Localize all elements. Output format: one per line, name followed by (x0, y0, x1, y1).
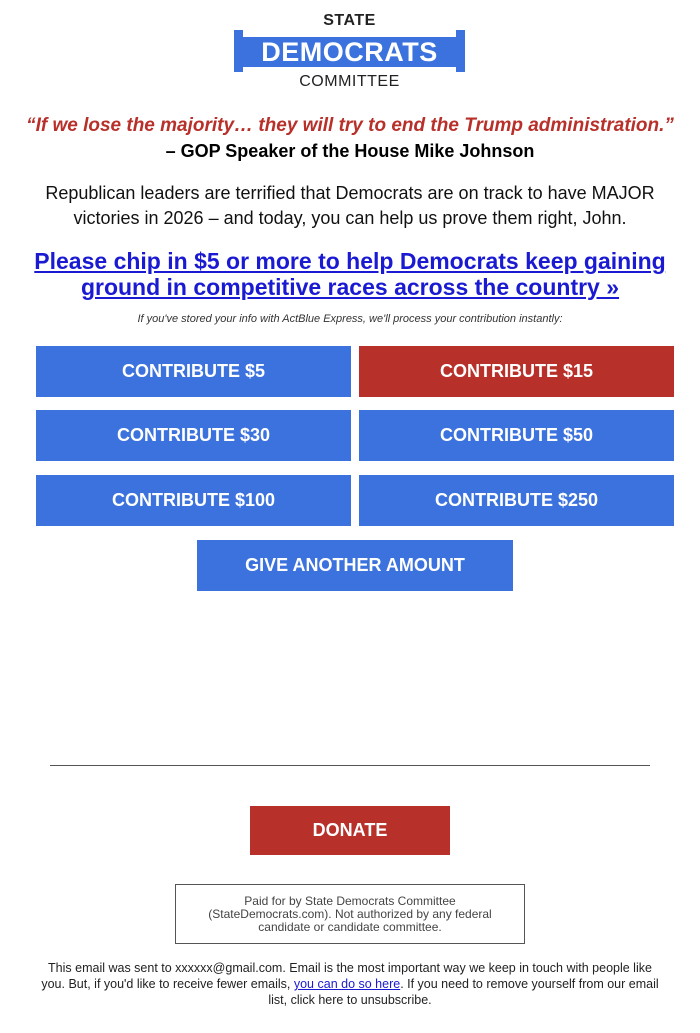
quote-attribution: – GOP Speaker of the House Mike Johnson (165, 141, 535, 161)
donate-button[interactable]: DONATE (250, 806, 450, 855)
footer-text-part-2: . If you need to remove yourself from our email list, click here to unsubscribe. (268, 977, 659, 1007)
body-line-1: Republican leaders are terrified that Democrats are on track to have MAJOR (45, 183, 655, 203)
give-another-amount-button[interactable]: GIVE ANOTHER AMOUNT (197, 540, 513, 591)
logo-state-text: STATE (234, 10, 465, 30)
paid-for-disclaimer (175, 884, 525, 944)
contribute-15-button[interactable]: CONTRIBUTE $15 (359, 346, 674, 397)
paid-for-line-1: Paid for by State Democrats Committee (244, 894, 456, 908)
footer-text-part-1: This email was sent to xxxxxx@gmail.com. Email is the most important way we keep in touch with people like you. But, if you'd like to receive fewer emails, (41, 961, 652, 991)
contribute-100-button[interactable]: CONTRIBUTE $100 (36, 475, 351, 526)
logo-democrats-text: DEMOCRATS (243, 37, 456, 67)
body-paragraph (20, 181, 680, 231)
chip-in-link[interactable] (20, 248, 680, 300)
paid-for-line-2: (StateDemocrats.com). Not authorized by any federal (208, 907, 492, 921)
contribute-30-button[interactable]: CONTRIBUTE $30 (36, 410, 351, 461)
fewer-emails-link[interactable]: you can do so here (293, 977, 401, 991)
contribute-50-button[interactable]: CONTRIBUTE $50 (359, 410, 674, 461)
state-democrats-logo (234, 12, 465, 90)
footer-text (40, 960, 660, 1008)
contribute-250-button[interactable]: CONTRIBUTE $250 (359, 475, 674, 526)
chip-in-link-line-1[interactable]: Please chip in $5 or more to help Democrats keep gaining (34, 248, 666, 274)
body-line-2: victories in 2026 – and today, you can help us prove them right, John. (73, 208, 627, 228)
actblue-note: If you've stored your info with ActBlue Express, we'll process your contribution instantly: (137, 313, 563, 325)
logo-committee-text: COMMITTEE (234, 72, 465, 93)
paid-for-line-3: candidate or candidate committee. (258, 920, 442, 934)
contribute-5-button[interactable]: CONTRIBUTE $5 (36, 346, 351, 397)
speaker-quote: “If we lose the majority… they will try to end the Trump administration.” (26, 115, 674, 136)
chip-in-link-line-2[interactable]: ground in competitive races across the country » (80, 274, 620, 300)
divider (50, 765, 650, 766)
